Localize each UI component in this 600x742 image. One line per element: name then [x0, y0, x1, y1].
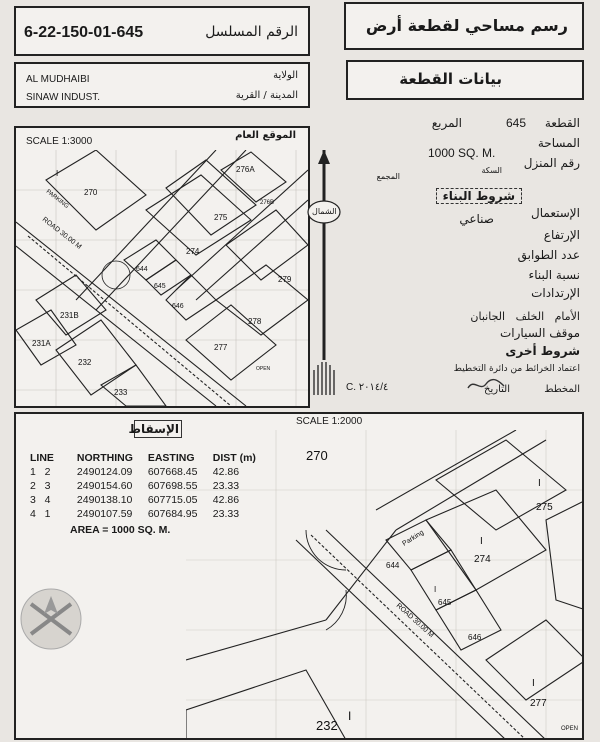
signature-icon: [466, 378, 506, 392]
large-plot-i-645: I: [434, 585, 437, 594]
large-parking-label: Parking: [401, 529, 426, 548]
large-plot-i-277: I: [532, 678, 535, 689]
small-plot-232: 232: [78, 358, 92, 367]
date-label: التاريخ: [484, 384, 510, 395]
large-plot-270: 270: [306, 448, 328, 463]
general-site-label: الموقع العام: [235, 130, 296, 141]
general-site-box: [14, 126, 310, 408]
use-value: صناعي: [459, 212, 494, 226]
large-plot-644: 644: [386, 561, 400, 570]
area-value: 1000 SQ. M.: [428, 146, 496, 160]
date-value: C. ٢٠١٤/٤: [346, 382, 389, 393]
header-northing: NORTHING: [76, 452, 133, 464]
large-plot-645: 645: [438, 598, 452, 607]
plot-number-label: القطعة: [544, 116, 580, 130]
small-map-scale: SCALE 1:3000: [26, 136, 93, 147]
setbacks-label: الإرتدادات: [531, 286, 580, 300]
north-arrow: [306, 150, 342, 400]
table-row: 3 4 2490138.10 607715.05 42.86: [30, 494, 240, 506]
large-plot-274: 274: [474, 554, 491, 565]
plot-data-title: بيانات القطعة: [399, 70, 502, 88]
height-label: الإرتفاع: [543, 228, 580, 242]
serial-number: 6-22-150-01-645: [24, 24, 144, 41]
planner-label: المخطط: [544, 384, 580, 395]
small-plot-276b: 276B: [260, 200, 275, 206]
large-plot-646: 646: [468, 633, 482, 642]
projection-title: الإسقاط: [134, 420, 182, 438]
location-box: [14, 62, 310, 108]
small-plot-270: 270: [84, 188, 98, 197]
large-plot-232: 232: [316, 718, 338, 733]
large-plot-277: 277: [530, 698, 547, 709]
building-conditions: شروط البناء: [436, 188, 522, 204]
small-plot-278: 278: [248, 317, 262, 326]
large-site-map: [186, 430, 584, 740]
street-label: السكة: [481, 166, 502, 175]
large-plot-i-274: I: [480, 536, 483, 547]
small-plot-644: 644: [136, 266, 148, 273]
small-plot-275: 275: [214, 213, 228, 222]
parking-label: موقف السيارات: [500, 326, 580, 340]
title-box: [344, 2, 584, 50]
small-plot-276a: 276A: [236, 165, 255, 174]
small-plot-i-1: I: [56, 169, 59, 178]
small-road-label: ROAD 30.00 M: [40, 216, 83, 251]
header-line: LINE: [30, 452, 54, 464]
small-plot-231b: 231B: [60, 311, 79, 320]
large-plot-i-275: I: [538, 478, 541, 489]
large-plot-i-232: I: [348, 709, 352, 723]
table-row: 4 1 2490107.59 607684.95 23.33: [30, 508, 240, 520]
north-label: الشمال: [312, 207, 337, 216]
setbacks-sides: الأمام الخلف الجانبان: [470, 310, 580, 323]
serial-box: [14, 6, 310, 56]
small-plot-277: 277: [214, 343, 228, 352]
approval-text: اعتماد الخرائط من دائرة التخطيط: [453, 364, 580, 374]
city-label: المدينة / القرية: [235, 90, 298, 101]
table-row: 2 3 2490154.60 607698.55 23.33: [30, 480, 240, 492]
area-total: AREA = 1000 SQ. M.: [70, 524, 171, 536]
house-number-label: رقم المنزل: [523, 156, 580, 170]
floors-label: عدد الطوابق: [517, 248, 580, 262]
small-plot-279: 279: [278, 275, 292, 284]
small-parking-label: PARKING: [44, 188, 70, 210]
small-plot-274: 274: [186, 247, 200, 256]
large-plot-275: 275: [536, 502, 553, 513]
large-open-label: OPEN: [561, 726, 579, 732]
use-label: الإستعمال: [531, 206, 580, 220]
table-row: 1 2 2490124.09 607668.45 42.86: [30, 466, 240, 478]
complex-label: المجمع: [376, 172, 400, 181]
plot-number-value: 645: [506, 116, 527, 130]
other-conditions: شروط أخرى: [505, 344, 580, 358]
north-arrow-icon: [306, 150, 342, 400]
area-label: المساحة: [537, 136, 580, 150]
small-open-label: OPEN: [256, 366, 271, 372]
block-label: المربع: [431, 116, 462, 130]
serial-label: الرقم المسلسل: [205, 24, 298, 40]
small-site-map: [16, 150, 308, 406]
wilayat-value: AL MUDHAIBI: [26, 74, 90, 85]
oman-emblem-icon: [16, 584, 86, 654]
plot-details: [346, 108, 584, 404]
large-road-label: ROAD 30.00 M: [394, 602, 435, 640]
plot-data-title-box: [346, 60, 584, 100]
small-plot-233: 233: [114, 388, 128, 397]
document-title: رسم مساحي لقطعة أرض: [365, 16, 568, 35]
small-plot-646: 646: [172, 303, 184, 310]
small-plot-231a: 231A: [32, 339, 51, 348]
small-plot-645: 645: [154, 283, 166, 290]
city-value: SINAW INDUST.: [26, 92, 101, 103]
wilayat-label: الولاية: [273, 70, 298, 81]
building-ratio-label: نسبة البناء: [528, 268, 580, 282]
header-easting: EASTING: [147, 452, 195, 464]
projection-box: [14, 412, 584, 740]
large-map-scale: SCALE 1:2000: [296, 416, 363, 427]
header-dist: DIST (m): [212, 452, 256, 464]
